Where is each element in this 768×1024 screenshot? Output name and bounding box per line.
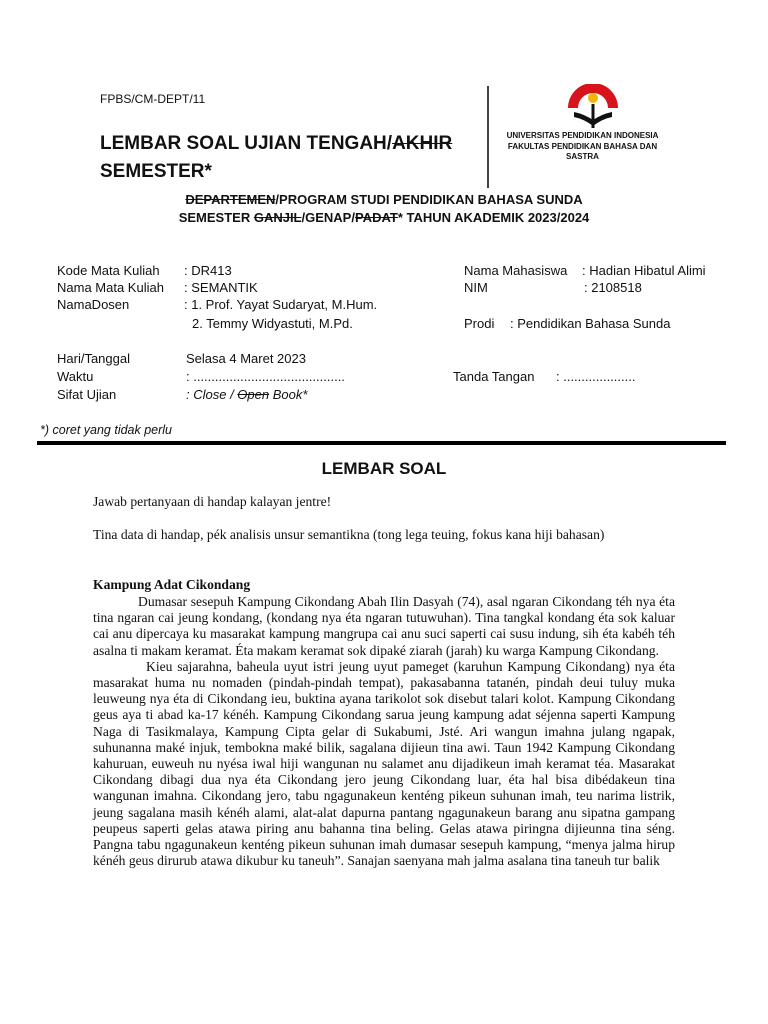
article-paragraph-1: Dumasar sesepuh Kampung Cikondang Abah Ilin Dasyah (74), asal ngaran Cikondang téh nya éta tina ngaran cai jeung kondang, (kondang nya éta ngaran tutuwuhan). Tina tangkal kondang éta sok kaluar cai anu dipercaya ku masarakat kampung mangrupa cai anu suci saperti cai susu indung, sih éta kabéh téh asalna ti makam keramat. Éta makam keramat sok dipaké ziarah (jarah) ku warga Kampung Cikondang.: [93, 594, 675, 658]
instruction: Jawab pertanyaan di handap kalayan jentre!: [93, 494, 332, 509]
sifat-book: Book*: [269, 387, 308, 402]
nim-label: NIM: [464, 280, 488, 295]
hari-label: Hari/Tanggal: [57, 351, 130, 366]
university-logo: [562, 84, 624, 130]
semester-genap: /GENAP/: [301, 210, 355, 225]
strike-note: *) coret yang tidak perlu: [40, 423, 173, 437]
nama-mhs-value: : Hadian Hibatul Alimi: [582, 263, 706, 278]
nim-value: : 2108518: [584, 280, 642, 295]
title-main: LEMBAR SOAL UJIAN TENGAH/: [100, 133, 393, 154]
prodi-value: : Pendidikan Bahasa Sunda: [510, 316, 671, 331]
academic-year: * TAHUN AKADEMIK 2023/2024: [397, 210, 590, 225]
article-heading: Kampung Adat Cikondang: [93, 577, 251, 592]
semester-ganjil: GANJIL: [253, 210, 302, 225]
sifat-label: Sifat Ujian: [57, 387, 117, 402]
nama-mk-label: Nama Mata Kuliah: [57, 280, 164, 295]
semester-line: [0, 210, 768, 225]
dosen-2: 2. Temmy Widyastuti, M.Pd.: [192, 316, 353, 331]
semester-padat: PADAT: [354, 210, 398, 225]
ttd-label: Tanda Tangan: [453, 369, 535, 384]
task: Tina data di handap, pék analisis unsur semantikna (tong lega teuing, fokus kana hiji bahasan): [93, 527, 605, 542]
kode-value: : DR413: [184, 263, 232, 278]
department-struck: DEPARTEMEN: [185, 192, 276, 207]
department-line: [0, 192, 768, 207]
exam-title: [100, 130, 480, 186]
sheet-title: LEMBAR SOAL: [321, 459, 447, 478]
nama-mk-value: : SEMANTIK: [184, 280, 258, 295]
sifat-value: [186, 387, 307, 402]
university-name-block: [495, 131, 670, 163]
faculty-name: FAKULTAS PENDIDIKAN BAHASA DAN SASTRA: [507, 141, 658, 161]
waktu-value: : ..........................................: [186, 369, 345, 384]
waktu-label: Waktu: [57, 369, 94, 384]
dosen-1: : 1. Prof. Yayat Sudaryat, M.Hum.: [184, 297, 378, 312]
title-line2: SEMESTER*: [100, 161, 212, 182]
title-struck: AKHIR: [392, 133, 453, 154]
article-paragraph-2: Kieu sajarahna, baheula uyut istri jeung uyut pameget (karuhun Kampung Cikondang) nya éta masarakat huma nu nomaden (pindah-pindah tempat), pakasabanna tatanén, pindah deui tuluy muka leuweung nya éta di Cikondang ieu, buktina ayana tarikolot sok disebut talari kolot. Kampung Cikondang geus aya ti abad ka-17 kénéh. Kampung Cikondang sarua jeung kampung adat séjenna saperti Kampung Naga di Tasikmalaya, Kampung Cipta gelar di Sukabumi, Jsté. Ari wangun imahna julang ngapak, suhunanna maké injuk, tembokna maké bilik, sagalana dijieun tina awi. Taun 1942 Kampung Cikondang kahuruan, euweuh nu nyésa iwal hiji wangunan nu salamet anu dijadikeun imah keramat téa. Masarakat Cikondang dibagi dua nya éta Cikondang jero jeung Cikondang luar, éta hal bisa dibédakeun tina wangunan imahna. Cikondang jero, tabu ngagunakeun kenténg pikeun suhunan imah, teu narima listrik, jeung sagalana masih kénéh alami, alat-alat dapurna pantang ngagunakeun barang anu sipatna gampang peupeus saperti gelas atawa piring anu bahanna tina beling. Gelas atawa piringna dijieunna tina séng. Pangna tabu ngagunakeun kenténg pikeun suhunan imah dumasar sesepuh kampung, “menya jalma hirup kénéh geus dirurub atawa dikubur ku taneuh”. Sanajan saenyana mah jalma asalana tina taneuh tur balik: [93, 658, 675, 869]
nama-mhs-label: Nama Mahasiswa: [464, 263, 568, 278]
hari-value: Selasa 4 Maret 2023: [186, 351, 306, 366]
prodi-label: Prodi: [464, 316, 495, 331]
sifat-close: : Close /: [186, 387, 238, 402]
section-divider: [37, 441, 726, 445]
header-divider: [487, 86, 489, 188]
article-body: [93, 594, 675, 869]
kode-label: Kode Mata Kuliah: [57, 263, 160, 278]
form-code: FPBS/CM-DEPT/11: [100, 92, 206, 106]
university-name: UNIVERSITAS PENDIDIKAN INDONESIA: [506, 131, 659, 140]
sifat-open: Open: [237, 387, 270, 402]
ttd-value: : ....................: [556, 369, 636, 384]
semester-prefix: SEMESTER: [178, 210, 254, 225]
dosen-label: NamaDosen: [57, 297, 130, 312]
department-program: /PROGRAM STUDI PENDIDIKAN BAHASA SUNDA: [275, 192, 583, 207]
